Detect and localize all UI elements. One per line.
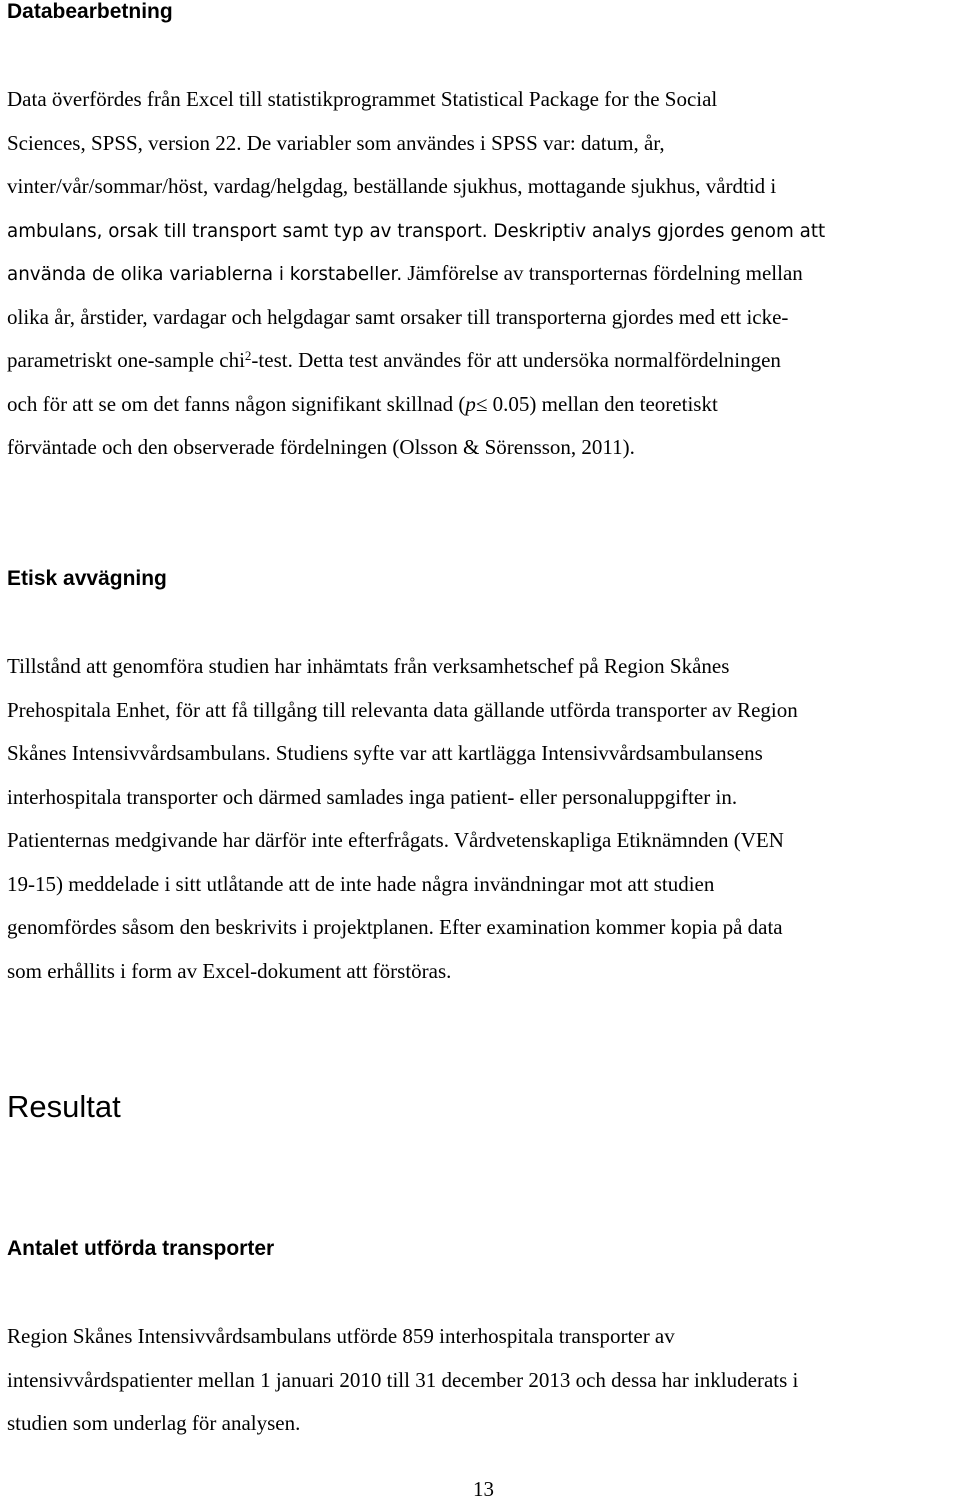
paragraph-etisk <box>7 653 957 1001</box>
paragraph-line: Patienternas medgivande har därför inte efterfrågats. Vårdvetenskapliga Etiknämnden (VEN <box>7 828 784 852</box>
paragraph-line: vinter/vår/sommar/höst, vardag/helgdag, beställande sjukhus, mottagande sjukhus, vårdtid i <box>7 174 777 198</box>
paragraph-line: Sciences, SPSS, version 22. De variabler som användes i SPSS var: datum, år, <box>7 130 665 155</box>
paragraph-line: intensivvårdspatienter mellan 1 januari 2010 till 31 december 2013 och dessa har inkluderats i <box>7 1367 799 1392</box>
paragraph-line: Region Skånes Intensivvårdsambulans utförde 859 interhospitala transporter av <box>7 1324 675 1348</box>
heading-resultat: Resultat <box>7 1089 121 1124</box>
paragraph-line: förväntade och den observerade fördelningen (Olsson & Sörensson, 2011). <box>7 435 635 459</box>
heading-antalet-utforda-transporter: Antalet utförda transporter <box>7 1237 275 1260</box>
page-number: 13 <box>473 1477 494 1501</box>
paragraph-line: som erhållits i form av Excel-dokument att förstöras. <box>7 958 452 983</box>
paragraph-line: parametriskt one-sample chi$^2$-test. Detta test användes för att undersöka normalfördelningen <box>7 348 781 372</box>
paragraph-line: Skånes Intensivvårdsambulans. Studiens syfte var att kartlägga Intensivvårdsambulansens <box>7 741 763 765</box>
heading-etisk-avvagning: Etisk avvägning <box>7 567 167 590</box>
paragraph-line: genomfördes såsom den beskrivits i projektplanen. Efter examination kommer kopia på data <box>7 915 783 939</box>
paragraph-line: och för att se om det fanns någon signifikant skillnad (p≤ 0.05) mellan den teoretiskt <box>7 391 718 416</box>
paragraph-line: Tillstånd att genomföra studien har inhämtats från verksamhetschef på Region Skånes <box>7 654 730 678</box>
paragraph-line: interhospitala transporter och därmed samlades inga patient- eller personaluppgifter in. <box>7 784 738 809</box>
superscript: 2 <box>244 348 252 363</box>
paragraph-databearbetning <box>7 86 957 478</box>
paragraph-line: ambulans, orsak till transport samt typ av transport. Deskriptiv analys gjordes genom att <box>7 220 826 242</box>
paragraph-line: Prehospitala Enhet, för att få tillgång till relevanta data gällande utförda transporter av Region <box>7 697 798 722</box>
paragraph-line: använda de olika variablerna i korstabeller. Jämförelse av transporternas fördelning mellan <box>7 261 803 285</box>
heading-databearbetning: Databearbetning <box>7 0 173 23</box>
paragraph-antalet <box>7 1323 957 1454</box>
paragraph-line: olika år, årstider, vardagar och helgdagar samt orsaker till transporterna gjordes med ett icke- <box>7 304 789 329</box>
paragraph-line: Data överfördes från Excel till statistikprogrammet Statistical Package for the Social <box>7 87 718 111</box>
paragraph-line: studien som underlag för analysen. <box>7 1411 301 1435</box>
paragraph-line: 19-15) meddelade i sitt utlåtande att de inte hade några invändningar mot att studien <box>7 871 715 896</box>
